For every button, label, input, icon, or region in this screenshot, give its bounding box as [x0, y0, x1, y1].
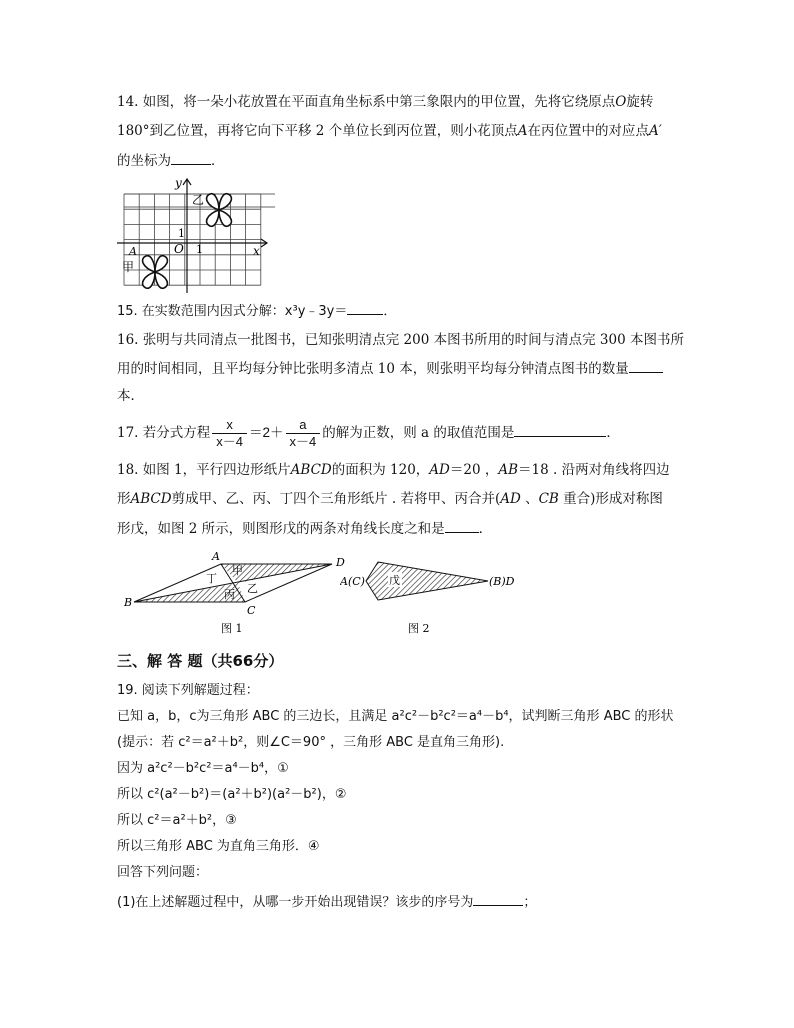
grid: [124, 194, 261, 285]
q18-line2: [117, 489, 663, 509]
q16-line3: 本．: [117, 388, 144, 404]
q14-text: 14. 如图，将一朵小花放置在平面直角坐标系中第三象限内的甲位置，先将它绕原点: [117, 94, 616, 110]
q18-text: ．: [478, 521, 493, 537]
q18-text: 重合)形成对称图: [558, 491, 663, 507]
q18-var: AD: [500, 491, 521, 507]
section-three-title: 三、解 答 题（共66分）: [117, 652, 284, 670]
q14-line2: [117, 121, 662, 141]
vertex-a-label: A: [212, 550, 220, 563]
q18-text: 形: [117, 491, 131, 507]
origin-label: O: [174, 242, 184, 256]
q18-var: ABCD: [130, 491, 172, 507]
q19-sub-1-answer-blank[interactable]: [473, 891, 523, 906]
q18-text: 形戊，如图 2 所示，则图形戊的两条对角线长度之和是: [117, 521, 445, 537]
q19-hint: (提示：若 c²＝a²＋b²，则∠C＝90° ，三角形 ABC 是直角三角形).: [117, 735, 505, 750]
q18-text: ＝20 ，: [449, 462, 499, 478]
q14-text: 的坐标为: [117, 153, 171, 169]
vertex-a-c-label: A(C): [340, 575, 365, 588]
q18-var: AD: [429, 462, 450, 478]
q19-given: 已知 a，b，c为三角形 ABC 的三边长，且满足 a²c²－b²c²＝a⁴－b⁴，试判断三角形 ABC 的形状: [117, 709, 674, 724]
fraction-numerator: x: [212, 417, 247, 434]
q18-line3: [117, 518, 492, 539]
q17-equation-middle: ＝2＋: [249, 425, 284, 440]
q19-step-2: 所以 c²(a²－b²)＝(a²＋b²)(a²－b²)，②: [117, 787, 347, 802]
q16-answer-blank[interactable]: [629, 358, 663, 373]
label-yi: 乙: [192, 193, 205, 207]
q19-sub-1: [117, 891, 536, 913]
q18-figure-2: [340, 550, 525, 640]
point-a-label: A: [129, 245, 137, 258]
q14-text: ．: [211, 153, 225, 169]
q18-text: 、: [520, 491, 539, 507]
figure-2-caption: 图 2: [408, 622, 430, 635]
q14-var-o: O: [615, 94, 627, 110]
q17-text: 17. 若分式方程: [117, 425, 211, 441]
q19-step-3: 所以 c²＝a²＋b²，③: [117, 813, 237, 828]
q19-step-1: 因为 a²c²－b²c²＝a⁴－b⁴，①: [117, 761, 289, 776]
q14-var-a-prime: A′: [648, 123, 662, 139]
y-axis-label: y: [175, 176, 182, 190]
q18-var: ABCD: [290, 462, 332, 478]
fraction-denominator: x－4: [216, 434, 243, 449]
q14-text: 180°到乙位置，再将它向下平移 2 个单位长到丙位置，则小花顶点: [117, 123, 518, 139]
q17-answer-blank[interactable]: [514, 422, 606, 437]
q19-step-4: 所以三角形 ABC 为直角三角形．④: [117, 839, 320, 854]
q18-figure-1: [118, 550, 358, 640]
q17-line: [117, 413, 620, 453]
q18-var: AB: [498, 462, 519, 478]
label-ding: 丁: [206, 572, 217, 585]
kite-wu: [366, 562, 488, 600]
q19-intro: 19. 阅读下列解题过程：: [117, 683, 259, 698]
q17-text: ．: [606, 425, 620, 441]
q19-sub-1-text: (1)在上述解题过程中，从哪一步开始出现错误？该步的序号为: [117, 895, 474, 910]
flower-jia-icon: [143, 256, 168, 289]
fraction-denominator: x－4: [289, 434, 317, 449]
q15-answer-blank[interactable]: [347, 300, 383, 315]
q16-line1: 16. 张明与共同清点一批图书，已知张明清点完 200 本图书所用的时间与清点完 300 本图书所: [117, 332, 684, 348]
q14-line3: [117, 150, 225, 171]
label-jia: 甲: [122, 260, 135, 274]
q19-answer-prompt: 回答下列问题：: [117, 865, 209, 880]
q14-text: 在丙位置中的对应点: [527, 123, 649, 139]
vertex-b-d-label: (B)D: [489, 575, 515, 588]
figure-1-caption: 图 1: [221, 622, 243, 635]
q19-sub-1-text: ；: [523, 895, 537, 910]
q18-answer-blank[interactable]: [445, 518, 479, 533]
q14-text: 旋转: [626, 94, 654, 110]
x-tick-one: 1: [196, 243, 203, 256]
q18-line1: [117, 460, 670, 480]
q15-line: [117, 300, 396, 322]
flower-yi-icon: [207, 194, 232, 227]
fraction-numerator: a: [286, 417, 321, 434]
x-axis-label: x: [253, 244, 260, 258]
q18-text: 的面积为 120，: [331, 462, 430, 478]
label-wu: 戊: [389, 574, 400, 587]
q15-text: 15. 在实数范围内因式分解：x³y﹣3y＝: [117, 304, 348, 319]
q14-var-a: A: [517, 123, 528, 139]
q16-text: 用的时间相同，且平均每分钟比张明多清点 10 本，则张明平均每分钟清点图书的数量: [117, 361, 629, 377]
y-tick-one: 1: [178, 227, 185, 240]
q16-line2: [117, 358, 663, 379]
label-jia: 甲: [232, 564, 243, 577]
q17-text: 的解为正数，则 a 的取值范围是: [322, 425, 515, 441]
q18-text: 剪成甲、乙、丙、丁四个三角形纸片 . 若将甲、丙合并(: [171, 491, 501, 507]
vertex-c-label: C: [247, 604, 256, 617]
q18-text: ＝18 . 沿两对角线将四边: [518, 462, 670, 478]
label-yi: 乙: [247, 582, 258, 595]
q15-text: ．: [383, 304, 397, 319]
q17-fraction-2: [286, 417, 321, 450]
q17-fraction-1: [212, 417, 247, 450]
q14-line1: [117, 92, 653, 112]
q14-coordinate-grid-figure: [115, 175, 275, 295]
q18-text: 18. 如图 1，平行四边形纸片: [117, 462, 291, 478]
q18-var: CB: [538, 491, 559, 507]
vertex-d-label: D: [336, 556, 345, 569]
vertex-b-label: B: [124, 596, 133, 609]
label-bing: 丙: [224, 588, 235, 601]
q14-answer-blank[interactable]: [171, 150, 211, 165]
